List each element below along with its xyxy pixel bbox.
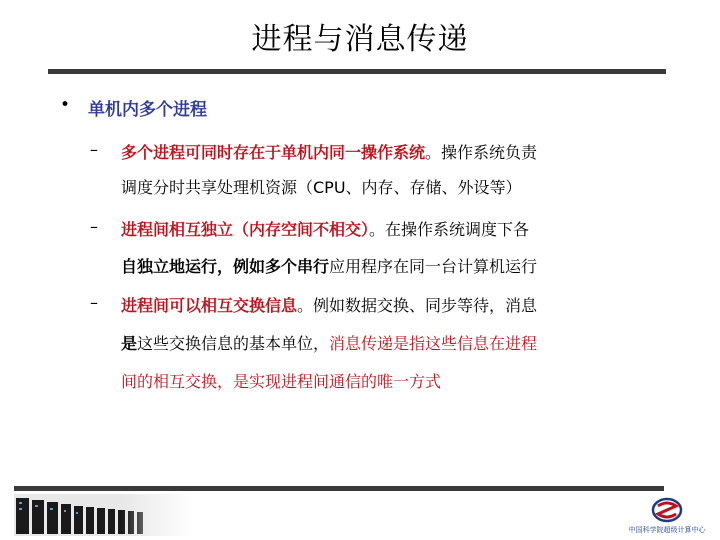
sub-item-3 — [90, 293, 660, 403]
sub-item-1 — [90, 140, 660, 210]
bullet-main-text: 单机内多个进程 — [88, 100, 207, 120]
sub-item-2-line-1 — [121, 217, 529, 240]
server-racks-image — [14, 494, 194, 536]
footer-divider — [14, 486, 664, 491]
sub-item-dash: – — [90, 293, 98, 312]
sub-item-3-highlight: 进程间可以相互交换信息 — [121, 296, 298, 315]
sub-item-2-text: 。在操作系统调度下各 — [369, 220, 530, 239]
sub-item-dash: – — [90, 217, 98, 236]
sub-item-3-line-1 — [121, 293, 537, 316]
sub-item-1-line-2: 调度分时共享处理机资源（CPU、内存、存储、外设等） — [121, 178, 522, 197]
sub-item-2-bold: 自独立地运行，例如多个串行 — [121, 257, 330, 276]
sub-item-dash: – — [90, 140, 98, 159]
sub-item-3-text: 。例如数据交换、同步等待，消息 — [297, 296, 538, 315]
logo-text: 中国科学院超级计算中心 — [628, 526, 706, 534]
sub-item-2-highlight: 进程间相互独立（内存空间不相交） — [121, 220, 370, 239]
sub-item-3-bold: 是 — [121, 334, 138, 353]
sub-item-1-line-1 — [121, 140, 537, 163]
slide-title: 进程与消息传递 — [251, 22, 469, 57]
organization-logo — [622, 497, 712, 537]
server-racks-icon — [14, 494, 194, 536]
title-divider — [48, 69, 666, 74]
sub-item-3-line-2 — [121, 331, 537, 354]
sub-item-2-line-2 — [121, 254, 537, 277]
sub-item-3-text-2: 这些交换信息的基本单位， — [137, 334, 330, 353]
sub-item-3-red-2: 消息传递是指这些信息在进程 — [329, 334, 538, 353]
sub-item-2 — [90, 217, 660, 287]
sub-item-3-line-3: 间的相互交换，是实现进程间通信的唯一方式 — [121, 372, 442, 391]
sub-item-1-text: 。操作系统负责 — [425, 143, 538, 162]
sccas-logo-icon — [622, 497, 712, 525]
bullet-dot: • — [60, 95, 71, 115]
sub-item-1-highlight: 多个进程可同时存在于单机内同一操作系统 — [121, 143, 426, 162]
sub-item-2-text-2: 应用程序在同一台计算机运行 — [329, 257, 538, 276]
